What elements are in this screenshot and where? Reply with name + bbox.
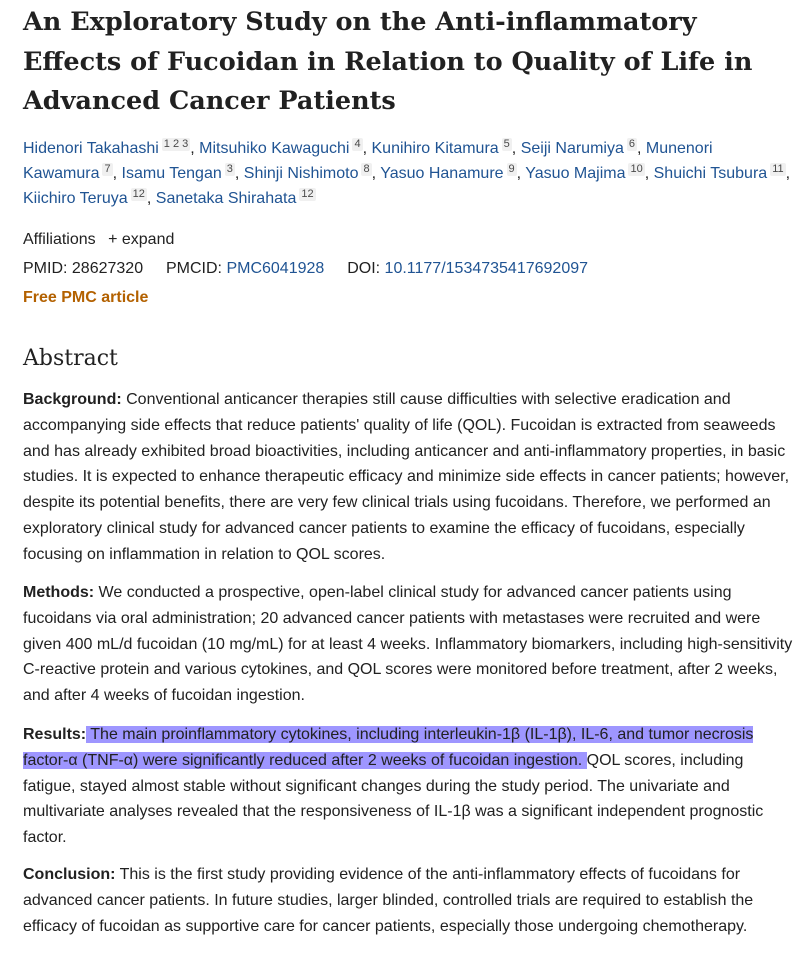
pmid-label: PMID: — [23, 260, 68, 277]
author-list — [23, 136, 793, 211]
author-separator: , — [785, 165, 791, 182]
affiliation-number[interactable]: 8 — [363, 163, 370, 175]
author-link[interactable]: Munenori Kawamura — [23, 140, 713, 182]
background-text: Conventional anticancer therapies still cause difficulties with selective eradication and accompanying side effects that reduce patients' quality of life (QOL). Fucoidan is extracted from seaweeds and has already exhibited broad bioactivities, including anticancer and anti-inflammatory properties, in basic studies. It is expected to enhance therapeutic efficacy and minimize side effects in cancer patients; however, despite its potential benefits, there are very few clinical trials using fucoidans. Therefore, we performed an exploratory clinical study for advanced cancer patients to examine the efficacy of fucoidans, especially focusing on inflammation in relation to QOL scores. — [23, 391, 790, 563]
author-link[interactable]: Sanetaka Shirahata — [155, 190, 297, 207]
article-title: An Exploratory Study on the Anti-inflammatory Effects of Fucoidan in Relation to Quality of Life in Advanced Cancer Patients — [23, 7, 753, 116]
doi-label: DOI: — [347, 260, 381, 277]
affiliation-number[interactable]: 5 — [503, 138, 510, 150]
results-highlighted-text[interactable]: The main proinflammatory cytokines, including interleukin-1β (IL-1β), IL-6, and tumor necrosis factor-α (TNF-α) were significantly reduced after 2 weeks of fucoidan ingestion. — [23, 726, 754, 769]
author-separator: , — [511, 140, 517, 157]
abstract-results — [23, 722, 795, 851]
author-link[interactable]: Yasuo Hanamure — [380, 165, 504, 182]
author-separator: , — [362, 140, 368, 157]
author-link[interactable]: Hidenori Takahashi — [23, 140, 159, 157]
affiliation-number[interactable]: 10 — [630, 163, 643, 175]
abstract-heading: Abstract — [23, 346, 118, 371]
author-link[interactable]: Yasuo Majima — [525, 165, 626, 182]
free-pmc-article-badge: Free PMC article — [23, 289, 149, 306]
author-link[interactable]: Isamu Tengan — [121, 165, 222, 182]
author-separator: , — [516, 165, 522, 182]
abstract-methods — [23, 580, 795, 709]
affiliation-number[interactable]: 1 2 3 — [163, 138, 189, 150]
affiliations-label: Affiliations — [23, 231, 96, 248]
abstract-conclusion — [23, 862, 795, 939]
author-link[interactable]: Seiji Narumiya — [520, 140, 624, 157]
author-link[interactable]: Kiichiro Teruya — [23, 190, 128, 207]
author-separator: , — [636, 140, 642, 157]
expand-affiliations-button[interactable]: + expand — [108, 231, 175, 248]
author-link[interactable]: Kunihiro Kitamura — [371, 140, 499, 157]
results-text: QOL scores, including fatigue, stayed almost stable without significant changes during the study period. The univariate and multivariate analyses revealed that the responsiveness of IL-1β was a significant independent prognostic factor. — [23, 751, 764, 847]
affiliation-number[interactable]: 7 — [104, 163, 111, 175]
author-link[interactable]: Shinji Nishimoto — [243, 165, 359, 182]
author-separator: , — [234, 165, 240, 182]
results-label: Results: — [23, 726, 87, 743]
affiliation-number[interactable]: 3 — [226, 163, 233, 175]
affiliation-number[interactable]: 4 — [354, 138, 361, 150]
methods-text: We conducted a prospective, open-label clinical study for advanced cancer patients using fucoidans via oral administration; 20 advanced cancer patients with metastases were recruited and were given 400 mL/d fucoidan (10 mg/mL) for at least 4 weeks. Inflammatory biomarkers, including high-sensitivity C-reactive protein and various cytokines, and QOL scores were monitored before treatment, after 2 weeks, and after 4 weeks of fucoidan ingestion. — [23, 584, 793, 705]
author-separator: , — [644, 165, 650, 182]
doi-link[interactable]: 10.1177/1534735417692097 — [384, 260, 589, 277]
pmid-value: 28627320 — [71, 260, 144, 277]
affiliation-number[interactable]: 9 — [508, 163, 515, 175]
pmcid-link[interactable]: PMC6041928 — [226, 260, 325, 277]
pmcid-label: PMCID: — [166, 260, 222, 277]
affiliation-number[interactable]: 12 — [132, 188, 145, 200]
author-separator: , — [371, 165, 377, 182]
author-separator: , — [146, 190, 152, 207]
abstract-background — [23, 387, 795, 568]
affiliations-row — [23, 228, 174, 252]
affiliation-number[interactable]: 12 — [301, 188, 314, 200]
methods-label: Methods: — [23, 584, 95, 601]
author-separator: , — [112, 165, 118, 182]
author-link[interactable]: Mitsuhiko Kawaguchi — [199, 140, 350, 157]
conclusion-label: Conclusion: — [23, 866, 116, 883]
identifiers-row — [23, 257, 588, 281]
affiliation-number[interactable]: 11 — [772, 163, 784, 175]
author-link[interactable]: Shuichi Tsubura — [653, 165, 768, 182]
affiliation-number[interactable]: 6 — [628, 138, 635, 150]
conclusion-text: This is the first study providing evidence of the anti-inflammatory effects of fucoidans for advanced cancer patients. In future studies, larger blinded, controlled trials are required to establish the efficacy of fucoidan as supportive care for cancer patients, especially those undergoing chemotherapy. — [23, 866, 754, 935]
author-separator: , — [190, 140, 195, 157]
background-label: Background: — [23, 391, 122, 408]
